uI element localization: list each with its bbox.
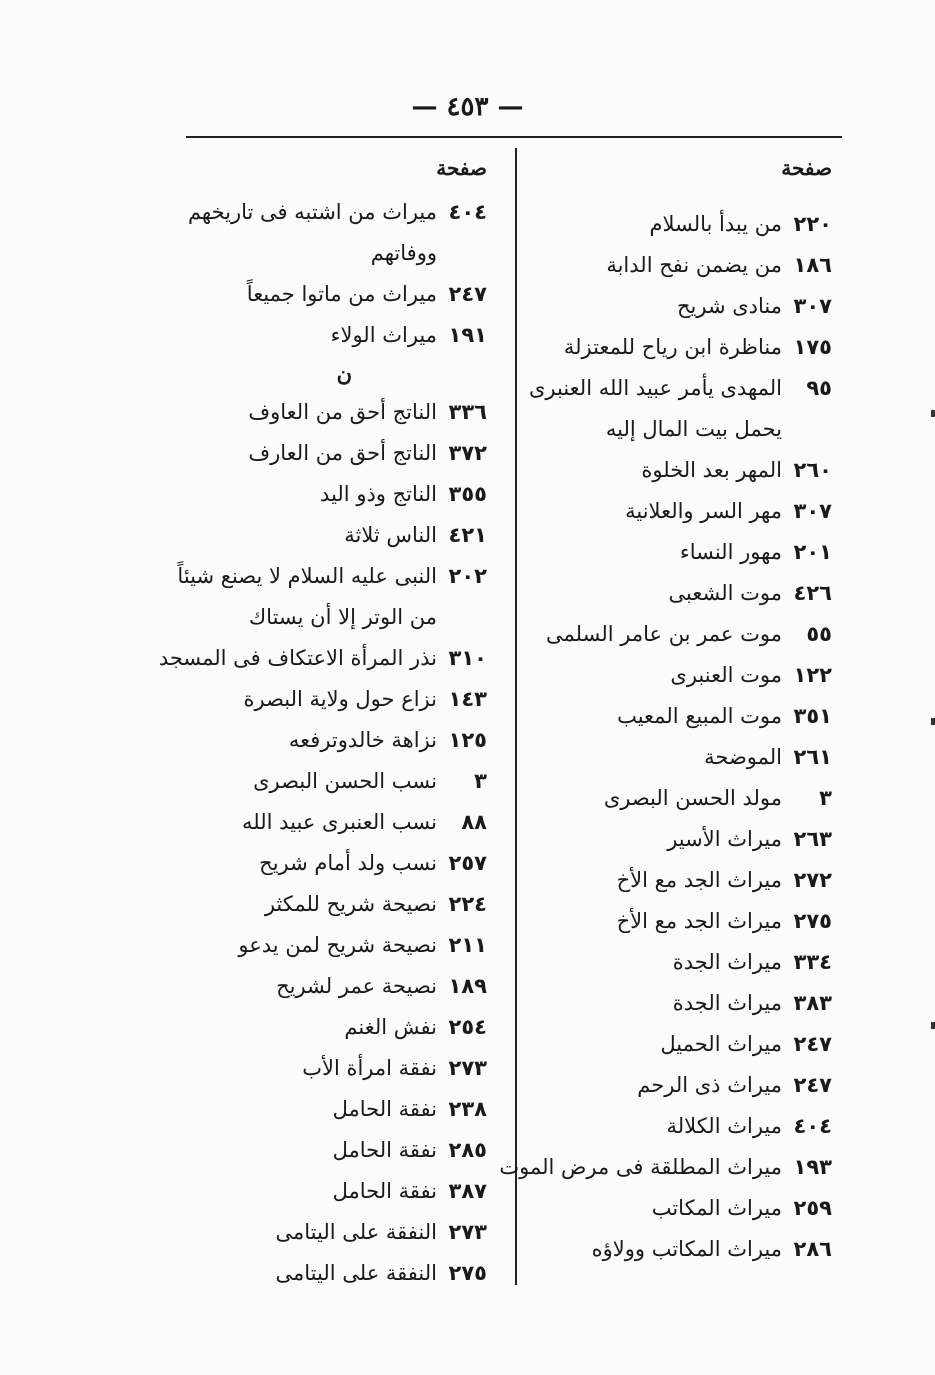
index-entries	[187, 192, 487, 356]
index-entry	[527, 368, 832, 450]
entry-page-number: ٢٢٤	[448, 892, 487, 916]
entry-text-block	[187, 802, 437, 843]
index-entry	[527, 696, 832, 737]
entry-text-block	[527, 983, 782, 1024]
entry-title: الموضحة	[704, 745, 782, 769]
entry-title: ميراث الجد مع الأخ	[616, 909, 782, 933]
index-entry	[187, 1048, 487, 1089]
entry-page-number: ٨٨	[461, 810, 487, 834]
entry-title: المهدى يأمر عبيد الله العنبرى	[528, 376, 782, 400]
entry-text-block	[527, 1188, 782, 1229]
entry-page-number: ٢٤٧	[793, 1073, 832, 1097]
entry-text-block	[187, 843, 437, 884]
entry-title: نصيحة شريح لمن يدعو	[238, 933, 437, 957]
entry-continuation: من الوتر إلا أن يستاك	[248, 605, 437, 629]
index-entry	[527, 860, 832, 901]
entry-text-block	[527, 901, 782, 942]
header-rule	[186, 136, 842, 138]
column-header: صفحة	[436, 156, 487, 180]
entry-text-block	[527, 450, 782, 491]
entry-text-block	[527, 1024, 782, 1065]
index-entry	[527, 1024, 832, 1065]
entry-text-block	[527, 819, 782, 860]
index-entry	[158, 638, 487, 679]
entry-title: ميراث المكاتب وولاؤه	[591, 1237, 782, 1261]
index-entry	[187, 925, 487, 966]
margin-speck	[931, 1022, 935, 1029]
entry-page-number: ١٢٥	[448, 728, 487, 752]
index-entry	[527, 286, 832, 327]
entry-page-number: ٣١٠	[448, 646, 487, 670]
index-entry	[527, 819, 832, 860]
entry-text-block	[187, 315, 437, 356]
entry-title: الناتج أحق من العاوف	[248, 400, 437, 424]
entry-page-number: ٢٦١	[793, 745, 832, 769]
entry-page-number: ٢٦٣	[793, 827, 832, 851]
index-entry	[187, 802, 487, 843]
entry-text-block	[527, 245, 782, 286]
index-column-left	[158, 150, 487, 1294]
entry-title: نفش الغنم	[344, 1015, 437, 1039]
entry-title: ميراث الكلالة	[666, 1114, 782, 1138]
entry-page-number: ٢٧٥	[448, 1261, 487, 1285]
entry-page-number: ٢٧٥	[793, 909, 832, 933]
entry-page-number: ٢٨٥	[448, 1138, 487, 1162]
entry-page-number: ٢٤٧	[448, 282, 487, 306]
letter-heading: ن	[336, 361, 352, 386]
entry-continuation: يحمل بيت المال إليه	[605, 417, 782, 441]
column-divider	[515, 148, 517, 1285]
entry-page-number: ١٧٥	[793, 335, 832, 359]
index-entry	[187, 761, 487, 802]
entry-text-block	[187, 474, 437, 515]
entry-text-block	[187, 1007, 437, 1048]
entry-title: ميراث من اشتبه فى تاريخهم	[187, 200, 437, 224]
entry-page-number: ٣٠٧	[793, 499, 832, 523]
index-entry	[499, 1147, 832, 1188]
entry-page-number: ٣٠٧	[793, 294, 832, 318]
index-entry	[527, 491, 832, 532]
entry-text-block	[187, 925, 437, 966]
index-entries	[499, 204, 832, 1270]
entry-text-block	[527, 368, 782, 450]
entry-page-number: ٤٢٦	[793, 581, 832, 605]
index-entry	[527, 532, 832, 573]
entry-page-number: ٣٨٣	[793, 991, 832, 1015]
entry-text-block	[527, 286, 782, 327]
entry-title: مناظرة ابن رياح للمعتزلة	[563, 335, 782, 359]
entry-text-block	[527, 204, 782, 245]
entry-continuation: ووفاتهم	[370, 241, 437, 265]
entry-page-number: ٣	[819, 786, 832, 810]
entry-page-number: ٣٥١	[793, 704, 832, 728]
entry-title: موت عمر بن عامر السلمى	[546, 622, 782, 646]
entry-title: ميراث المكاتب	[651, 1196, 782, 1220]
index-entry	[527, 737, 832, 778]
entry-title: المهر بعد الخلوة	[641, 458, 782, 482]
entry-title: ميراث الجدة	[672, 991, 782, 1015]
entry-title: من يبدأ بالسلام	[649, 212, 782, 236]
margin-speck	[931, 718, 935, 725]
entry-title: الناتج وذو اليد	[320, 482, 437, 506]
index-entry	[187, 1089, 487, 1130]
entry-text-block	[187, 884, 437, 925]
index-entry	[187, 843, 487, 884]
entry-page-number: ١٤٣	[448, 687, 487, 711]
index-entry	[187, 1130, 487, 1171]
index-entry	[187, 1212, 487, 1253]
entry-title: ميراث الولاء	[330, 323, 437, 347]
index-entry	[187, 515, 487, 556]
entry-text-block	[187, 679, 437, 720]
entry-page-number: ٢٧٣	[448, 1056, 487, 1080]
entry-text-block	[187, 192, 437, 274]
index-entry	[187, 1171, 487, 1212]
entry-page-number: ١٩١	[448, 323, 487, 347]
entry-title: ميراث الحميل	[660, 1032, 782, 1056]
entry-title: ميراث الأسير	[667, 827, 782, 851]
entry-title: موت المبيع المعيب	[617, 704, 782, 728]
entry-title: نزاهة خالدوترفعه	[288, 728, 437, 752]
entry-text-block	[177, 556, 437, 638]
entry-title: النفقة على اليتامى	[275, 1220, 437, 1244]
index-entry	[527, 204, 832, 245]
entry-page-number: ٢٧٣	[448, 1220, 487, 1244]
entry-text-block	[187, 1048, 437, 1089]
entry-text-block	[527, 737, 782, 778]
index-entry	[527, 573, 832, 614]
index-entry	[187, 679, 487, 720]
entry-text-block	[527, 942, 782, 983]
entry-text-block	[187, 966, 437, 1007]
entry-title: النبى عليه السلام لا يصنع شيئاً	[177, 564, 437, 588]
entry-title: نذر المرأة الاعتكاف فى المسجد	[158, 646, 437, 670]
entry-title: مهر السر والعلانية	[625, 499, 782, 523]
entry-title: موت الشعبى	[668, 581, 782, 605]
entry-text-block	[187, 761, 437, 802]
index-entry	[527, 983, 832, 1024]
entry-page-number: ٤٠٤	[448, 200, 487, 224]
entry-text-block	[187, 720, 437, 761]
entry-text-block	[187, 1171, 437, 1212]
entry-page-number: ٢٤٧	[793, 1032, 832, 1056]
entry-title: نفقة امرأة الأب	[302, 1056, 437, 1080]
entry-text-block	[187, 274, 437, 315]
margin-speck	[931, 410, 935, 417]
index-entry	[527, 1188, 832, 1229]
entry-page-number: ١٨٩	[448, 974, 487, 998]
entry-text-block	[527, 614, 782, 655]
entry-page-number: ٢٨٦	[793, 1237, 832, 1261]
index-entry	[527, 1106, 832, 1147]
entry-text-block	[187, 1212, 437, 1253]
entry-text-block	[187, 433, 437, 474]
entry-page-number: ٣٨٧	[448, 1179, 487, 1203]
entry-title: نسب العنبرى عبيد الله	[242, 810, 437, 834]
entry-text-block	[527, 1229, 782, 1270]
entry-page-number: ٢٣٨	[448, 1097, 487, 1121]
index-entry	[527, 655, 832, 696]
entry-title: الناتج أحق من العارف	[248, 441, 437, 465]
page-number: — ٤٥٣ —	[411, 92, 524, 122]
entry-page-number: ٣٥٥	[448, 482, 487, 506]
index-entry	[527, 778, 832, 819]
entry-title: النفقة على اليتامى	[275, 1261, 437, 1285]
entry-title: الناس ثلاثة	[344, 523, 437, 547]
entry-page-number: ٢٥٤	[448, 1015, 487, 1039]
index-entry	[187, 1253, 487, 1294]
index-entry	[527, 901, 832, 942]
index-entry	[187, 315, 487, 356]
entry-page-number: ٥٥	[806, 622, 832, 646]
entry-text-block	[527, 327, 782, 368]
entry-text-block	[527, 532, 782, 573]
entry-page-number: ٢٠٢	[448, 564, 487, 588]
entry-title: نزاع حول ولاية البصرة	[243, 687, 437, 711]
entry-page-number: ٢٥٩	[793, 1196, 832, 1220]
entry-title: نفقة الحامل	[332, 1179, 437, 1203]
entry-page-number: ٢١١	[448, 933, 487, 957]
entry-text-block	[527, 1065, 782, 1106]
index-entry	[527, 450, 832, 491]
index-entry	[187, 474, 487, 515]
entry-title: ميراث المطلقة فى مرض الموت	[499, 1155, 782, 1179]
entry-text-block	[187, 392, 437, 433]
entry-page-number: ٣٣٤	[793, 950, 832, 974]
entry-text-block	[499, 1147, 782, 1188]
entry-page-number: ١٩٣	[793, 1155, 832, 1179]
entry-title: نسب ولد أمام شريح	[259, 851, 437, 875]
index-entry	[527, 614, 832, 655]
entry-title: نفقة الحامل	[332, 1097, 437, 1121]
entry-page-number: ٢٦٠	[793, 458, 832, 482]
index-entry	[187, 274, 487, 315]
entry-text-block	[527, 696, 782, 737]
entry-text-block	[527, 860, 782, 901]
entry-page-number: ١٢٢	[793, 663, 832, 687]
index-entry	[187, 433, 487, 474]
index-column-right	[499, 150, 832, 1270]
entry-page-number: ٣٧٢	[448, 441, 487, 465]
index-entry	[187, 392, 487, 433]
entry-page-number: ٣٣٦	[448, 400, 487, 424]
entry-page-number: ٢٧٢	[793, 868, 832, 892]
entry-title: نصيحة شريح للمكثر	[264, 892, 437, 916]
entry-text-block	[187, 1089, 437, 1130]
entry-title: من يضمن نفح الدابة	[606, 253, 782, 277]
entry-page-number: ٢٠١	[793, 540, 832, 564]
entry-text-block	[159, 638, 437, 679]
entry-text-block	[527, 573, 782, 614]
entry-title: موت العنبرى	[670, 663, 782, 687]
index-entry	[527, 327, 832, 368]
entry-text-block	[527, 491, 782, 532]
index-entry	[527, 942, 832, 983]
entry-title: نفقة الحامل	[332, 1138, 437, 1162]
index-entry	[187, 884, 487, 925]
entry-title: نصيحة عمر لشريح	[276, 974, 437, 998]
entry-title: ميراث ذى الرحم	[637, 1073, 782, 1097]
entry-title: منادى شريح	[676, 294, 782, 318]
entry-text-block	[527, 778, 782, 819]
entry-text-block	[527, 655, 782, 696]
entry-title: ميراث الجدة	[672, 950, 782, 974]
index-entry	[527, 245, 832, 286]
entry-title: مهور النساء	[679, 540, 782, 564]
index-entry	[527, 1229, 832, 1270]
entry-page-number: ٣	[474, 769, 487, 793]
entry-text-block	[187, 1253, 437, 1294]
index-entry	[187, 966, 487, 1007]
entry-page-number: ١٨٦	[793, 253, 832, 277]
index-entry	[527, 1065, 832, 1106]
entry-title: مولد الحسن البصرى	[603, 786, 782, 810]
entry-title: نسب الحسن البصرى	[253, 769, 437, 793]
index-entries	[158, 392, 487, 1294]
index-entry	[187, 192, 487, 274]
entry-text-block	[527, 1106, 782, 1147]
entry-page-number: ٩٥	[806, 376, 832, 400]
entry-title: ميراث الجد مع الأخ	[616, 868, 782, 892]
column-header: صفحة	[781, 156, 832, 180]
entry-title: ميراث من ماتوا جميعاً	[246, 282, 437, 306]
entry-text-block	[187, 515, 437, 556]
index-entry	[187, 720, 487, 761]
index-entry	[187, 1007, 487, 1048]
entry-text-block	[187, 1130, 437, 1171]
entry-page-number: ٢٢٠	[793, 212, 832, 236]
entry-page-number: ٤٢١	[448, 523, 487, 547]
index-entry	[177, 556, 487, 638]
entry-page-number: ٢٥٧	[448, 851, 487, 875]
entry-page-number: ٤٠٤	[793, 1114, 832, 1138]
